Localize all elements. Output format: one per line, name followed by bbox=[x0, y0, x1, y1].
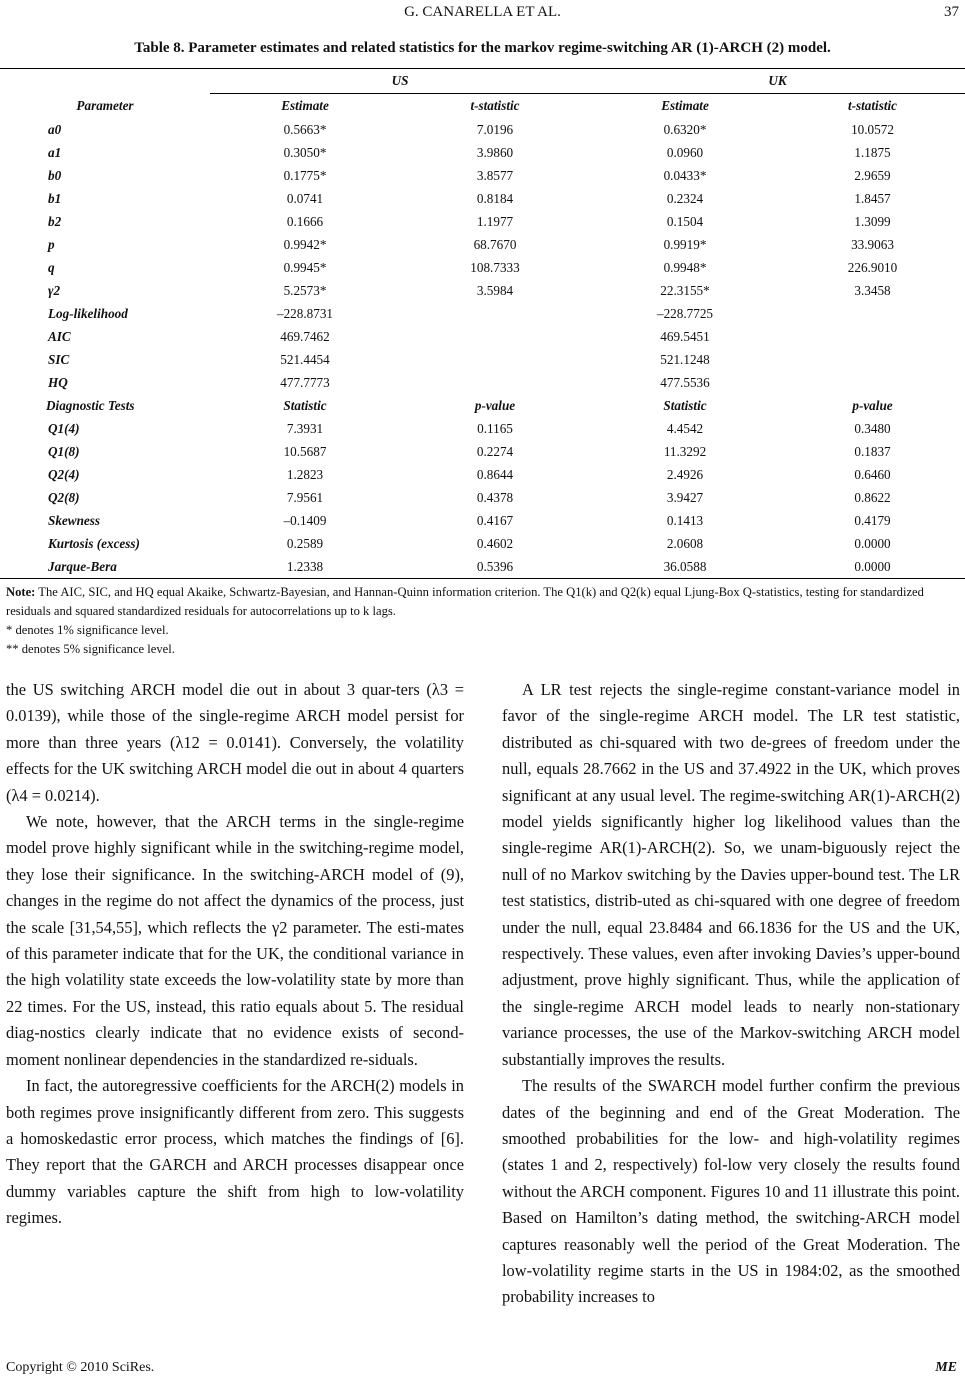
column-header: p-value bbox=[852, 397, 893, 413]
table-cell: 5.2573* bbox=[283, 282, 327, 298]
table-cell: 3.9427 bbox=[666, 489, 704, 505]
table-cell: 0.8622 bbox=[854, 489, 891, 505]
note-label: Note: bbox=[6, 585, 36, 599]
table-cell: 0.1165 bbox=[477, 420, 513, 436]
note-line bbox=[6, 583, 961, 621]
column-header: t-statistic bbox=[847, 98, 898, 113]
table-cell bbox=[400, 348, 590, 371]
paragraph: The results of the SWARCH model further confirm the previous dates of the beginning and end of the Great Moderation. The smoothed probabilities for the low- and high-volatility regimes (states 1 and 2, respectively) fol-low very closely the results found without the ARCH component. Figures 10 and 11 illustrate this point. Based on Hamilton’s dating method, the switching-ARCH model captures reasonably well the period of the Great Moderation. The low-volatility regime starts in the US in 1984:02, as the smoothed probability increases to bbox=[502, 1076, 960, 1307]
column-header: Diagnostic Tests bbox=[46, 397, 135, 413]
table-cell: 0.3480 bbox=[854, 420, 891, 436]
copyright: Copyright © 2010 SciRes. bbox=[6, 1360, 155, 1375]
table-cell: 7.9561 bbox=[286, 489, 324, 505]
table-cell: 22.3155* bbox=[660, 282, 710, 298]
table-cell: 3.8577 bbox=[476, 167, 514, 183]
table-cell: 10.5687 bbox=[283, 443, 327, 459]
row-label: p bbox=[48, 236, 55, 252]
paragraph: the US switching ARCH model die out in about 3 quar-ters (λ3 = 0.0139), while those of the single-regime ARCH model persist for more than three years (λ12 = 0.0141). Conversely, the volatility effects for the UK switching ARCH model die out in about 4 quarters (λ4 = 0.0214). bbox=[6, 680, 464, 805]
page-footer bbox=[6, 1360, 961, 1376]
table-cell: 226.9010 bbox=[847, 259, 898, 275]
table-cell: 2.4926 bbox=[666, 466, 704, 482]
table-cell: 108.7333 bbox=[470, 259, 520, 275]
table-cell: 0.2274 bbox=[476, 443, 514, 459]
row-label: Log-likelihood bbox=[48, 305, 128, 321]
table-row bbox=[0, 486, 965, 509]
table-cell: 68.7670 bbox=[473, 236, 517, 252]
table-cell: 0.4179 bbox=[854, 512, 891, 528]
table-cell: 0.3050* bbox=[283, 144, 327, 160]
table-row bbox=[0, 164, 965, 187]
column-header: p-value bbox=[474, 397, 516, 413]
table-row bbox=[0, 256, 965, 279]
table-cell: 477.7773 bbox=[280, 374, 330, 390]
table-row bbox=[0, 118, 965, 141]
table-cell: 3.9860 bbox=[476, 144, 514, 160]
table-cell: 7.0196 bbox=[476, 121, 514, 137]
table-row bbox=[0, 141, 965, 164]
row-label: Jarque-Bera bbox=[0, 555, 210, 579]
row-label: Kurtosis (excess) bbox=[48, 535, 140, 551]
table-cell: 0.9942* bbox=[283, 236, 327, 252]
table-cell: 0.0960 bbox=[666, 144, 704, 160]
row-label: SIC bbox=[48, 351, 70, 367]
row-label: Q1(4) bbox=[48, 420, 80, 436]
paragraph: A LR test rejects the single-regime constant-variance model in favor of the single-regime ARCH model. The LR test statistic, distributed as chi-squared with two de-grees of freedom under the null, equals 28.7662 in the US and 37.4922 in the UK, which proves significant at any usual level. The regime-switching AR(1)-ARCH(2) model yields significantly higher log likelihood values than the single-regime AR(1)-ARCH(2). So, we unam-biguously reject the null of no Markov switching by the Davies upper-bound test. The LR test statistics, distrib-uted as chi-squared with one degree of freedom under the null, equal 23.8484 and 66.1836 for the US and the UK, respectively. These values, even after invoking Davies’s upper-bound adjustment, prove highly significant. Thus, while the application of the single-regime ARCH model leads to nearly non-stationary variance processes, the use of the Markov-switching ARCH model substantially improves the results. bbox=[502, 680, 960, 1069]
table-cell: –228.7725 bbox=[656, 305, 714, 321]
paragraph: In fact, the autoregressive coefficients for the ARCH(2) models in both regimes prove insignificantly different from zero. This suggests a homoskedastic error process, which matches the findings of [6]. They report that the GARCH and ARCH processes disappear once dummy variables capture the shift from high to low-volatility regimes. bbox=[6, 1076, 464, 1228]
table-cell: 0.8184 bbox=[476, 190, 514, 206]
table-cell bbox=[780, 302, 965, 325]
diagnostic-header bbox=[0, 394, 965, 417]
table-cell: 469.7462 bbox=[280, 328, 330, 344]
table-cell: 0.4378 bbox=[476, 489, 514, 505]
table-cell: 0.2324 bbox=[666, 190, 704, 206]
table-cell: 0.9919* bbox=[663, 236, 707, 252]
table-row bbox=[0, 210, 965, 233]
table-row bbox=[0, 233, 965, 256]
significance-note-2: ** denotes 5% significance level. bbox=[6, 642, 175, 656]
table-row bbox=[0, 371, 965, 394]
table-cell: 0.8644 bbox=[476, 466, 514, 482]
significance-note-1: * denotes 1% significance level. bbox=[6, 623, 169, 637]
journal-abbrev: ME bbox=[935, 1360, 957, 1375]
table-row bbox=[0, 348, 965, 371]
row-label: a0 bbox=[48, 121, 62, 137]
column-header: Parameter bbox=[76, 97, 134, 113]
table-cell: 469.5451 bbox=[660, 328, 710, 344]
table-row bbox=[0, 532, 965, 555]
column-header: Statistic bbox=[663, 397, 707, 413]
column-header: Statistic bbox=[283, 397, 327, 413]
parameter-rows bbox=[0, 118, 965, 394]
row-label: γ2 bbox=[48, 282, 61, 298]
table-cell: 0.1666 bbox=[286, 213, 324, 229]
table-cell: 0.9948* bbox=[663, 259, 707, 275]
row-label: b0 bbox=[48, 167, 62, 183]
table-cell: 1.3099 bbox=[854, 213, 891, 229]
row-label: b1 bbox=[48, 190, 62, 206]
results-table bbox=[0, 68, 965, 579]
row-label: Q1(8) bbox=[48, 443, 80, 459]
table-cell: 0.0000 bbox=[780, 555, 965, 579]
right-column bbox=[502, 677, 960, 1311]
table-notes bbox=[6, 583, 961, 659]
row-label: Q2(4) bbox=[48, 466, 80, 482]
group-uk: UK bbox=[590, 69, 965, 94]
table-column-header bbox=[0, 94, 965, 119]
table-cell: 477.5536 bbox=[660, 374, 710, 390]
table-cell bbox=[780, 371, 965, 394]
group-us: US bbox=[210, 69, 590, 94]
page-header bbox=[0, 4, 965, 26]
table-cell bbox=[780, 348, 965, 371]
table-cell: 0.0741 bbox=[286, 190, 324, 206]
page-number: 37 bbox=[944, 4, 959, 20]
table-cell: –228.8731 bbox=[276, 305, 334, 321]
table-row bbox=[0, 302, 965, 325]
column-header: Estimate bbox=[281, 98, 329, 113]
row-label: a1 bbox=[48, 144, 62, 160]
diagnostic-rows bbox=[0, 417, 965, 579]
row-label: b2 bbox=[48, 213, 62, 229]
table-cell: 3.5984 bbox=[476, 282, 514, 298]
table-cell: 11.3292 bbox=[663, 443, 707, 459]
table-cell: 1.2823 bbox=[286, 466, 324, 482]
table-cell: 0.1504 bbox=[666, 213, 704, 229]
table-row bbox=[0, 187, 965, 210]
table-cell: 0.0433* bbox=[663, 167, 707, 183]
table-cell: 521.4454 bbox=[280, 351, 330, 367]
table-cell: 2.0608 bbox=[666, 535, 704, 551]
table-cell: 3.3458 bbox=[854, 282, 891, 298]
table-cell bbox=[400, 302, 590, 325]
paragraph: We note, however, that the ARCH terms in the single-regime model prove highly significant while in the switching-regime model, they lose their significance. In the switching-ARCH model of (9), changes in the regime do not affect the dynamics of the process, just the scale [31,54,55], which reflects the γ2 parameter. The esti-mates of this parameter indicate that for the UK, the conditional variance in the high volatility state exceeds the low-volatility state by more than 22 times. For the US, instead, this ratio equals about 5. The residual diag-nostics clearly indicate that no evidence exists of second-moment nonlinear dependencies in the standardized re-siduals. bbox=[6, 812, 464, 1069]
table-cell: 0.2589 bbox=[286, 535, 324, 551]
row-label: Skewness bbox=[48, 512, 101, 528]
table-cell: 4.4542 bbox=[666, 420, 704, 436]
table-cell: 0.4602 bbox=[476, 535, 514, 551]
table-cell: 0.0000 bbox=[854, 535, 891, 551]
column-header: Estimate bbox=[661, 98, 709, 113]
table-cell: 0.5663* bbox=[283, 121, 327, 137]
table-cell: 0.1837 bbox=[854, 443, 891, 459]
table-cell: 521.1248 bbox=[660, 351, 710, 367]
table-row bbox=[0, 279, 965, 302]
table-row bbox=[0, 509, 965, 532]
left-column bbox=[6, 677, 464, 1232]
table-row bbox=[0, 325, 965, 348]
table-cell: 33.9063 bbox=[851, 236, 894, 252]
table-cell: 0.4167 bbox=[476, 512, 514, 528]
row-label: q bbox=[48, 259, 55, 275]
table-cell: 0.9945* bbox=[283, 259, 327, 275]
table-caption: Table 8. Parameter estimates and related statistics for the markov regime-switching AR (1)-ARCH (2) model. bbox=[134, 40, 831, 56]
table-cell: 1.1875 bbox=[854, 144, 891, 160]
table-row bbox=[0, 463, 965, 486]
table-row bbox=[0, 555, 965, 579]
table-cell: 10.0572 bbox=[851, 121, 894, 137]
row-label: Q2(8) bbox=[48, 489, 80, 505]
table-group-header bbox=[0, 69, 965, 94]
row-label: HQ bbox=[48, 374, 68, 390]
table-cell: 0.1413 bbox=[666, 512, 704, 528]
table-cell: 2.9659 bbox=[854, 167, 891, 183]
table-cell: 0.5396 bbox=[400, 555, 590, 579]
table-cell bbox=[400, 371, 590, 394]
table-cell: 0.6460 bbox=[854, 466, 891, 482]
table-cell: –0.1409 bbox=[283, 512, 327, 528]
column-header: t-statistic bbox=[470, 98, 520, 113]
table-cell: 1.1977 bbox=[476, 213, 514, 229]
table-row bbox=[0, 417, 965, 440]
table-cell: 0.6320* bbox=[663, 121, 707, 137]
table-cell bbox=[780, 325, 965, 348]
table-cell: 0.1775* bbox=[283, 167, 327, 183]
table-cell: 1.2338 bbox=[210, 555, 400, 579]
table-row bbox=[0, 440, 965, 463]
note-text: The AIC, SIC, and HQ equal Akaike, Schwartz-Bayesian, and Hannan-Quinn information criterion. The Q1(k) and Q2(k) equal Ljung-Box Q-statistics, testing for standardized residuals and squared standardized residuals for autocorrelations up to k lags. bbox=[6, 585, 924, 618]
table-cell bbox=[400, 325, 590, 348]
running-title: G. CANARELLA ET AL. bbox=[404, 4, 561, 20]
table-cell: 1.8457 bbox=[854, 190, 891, 206]
row-label: AIC bbox=[48, 328, 71, 344]
table-cell: 7.3931 bbox=[286, 420, 324, 436]
table-cell: 36.0588 bbox=[590, 555, 780, 579]
